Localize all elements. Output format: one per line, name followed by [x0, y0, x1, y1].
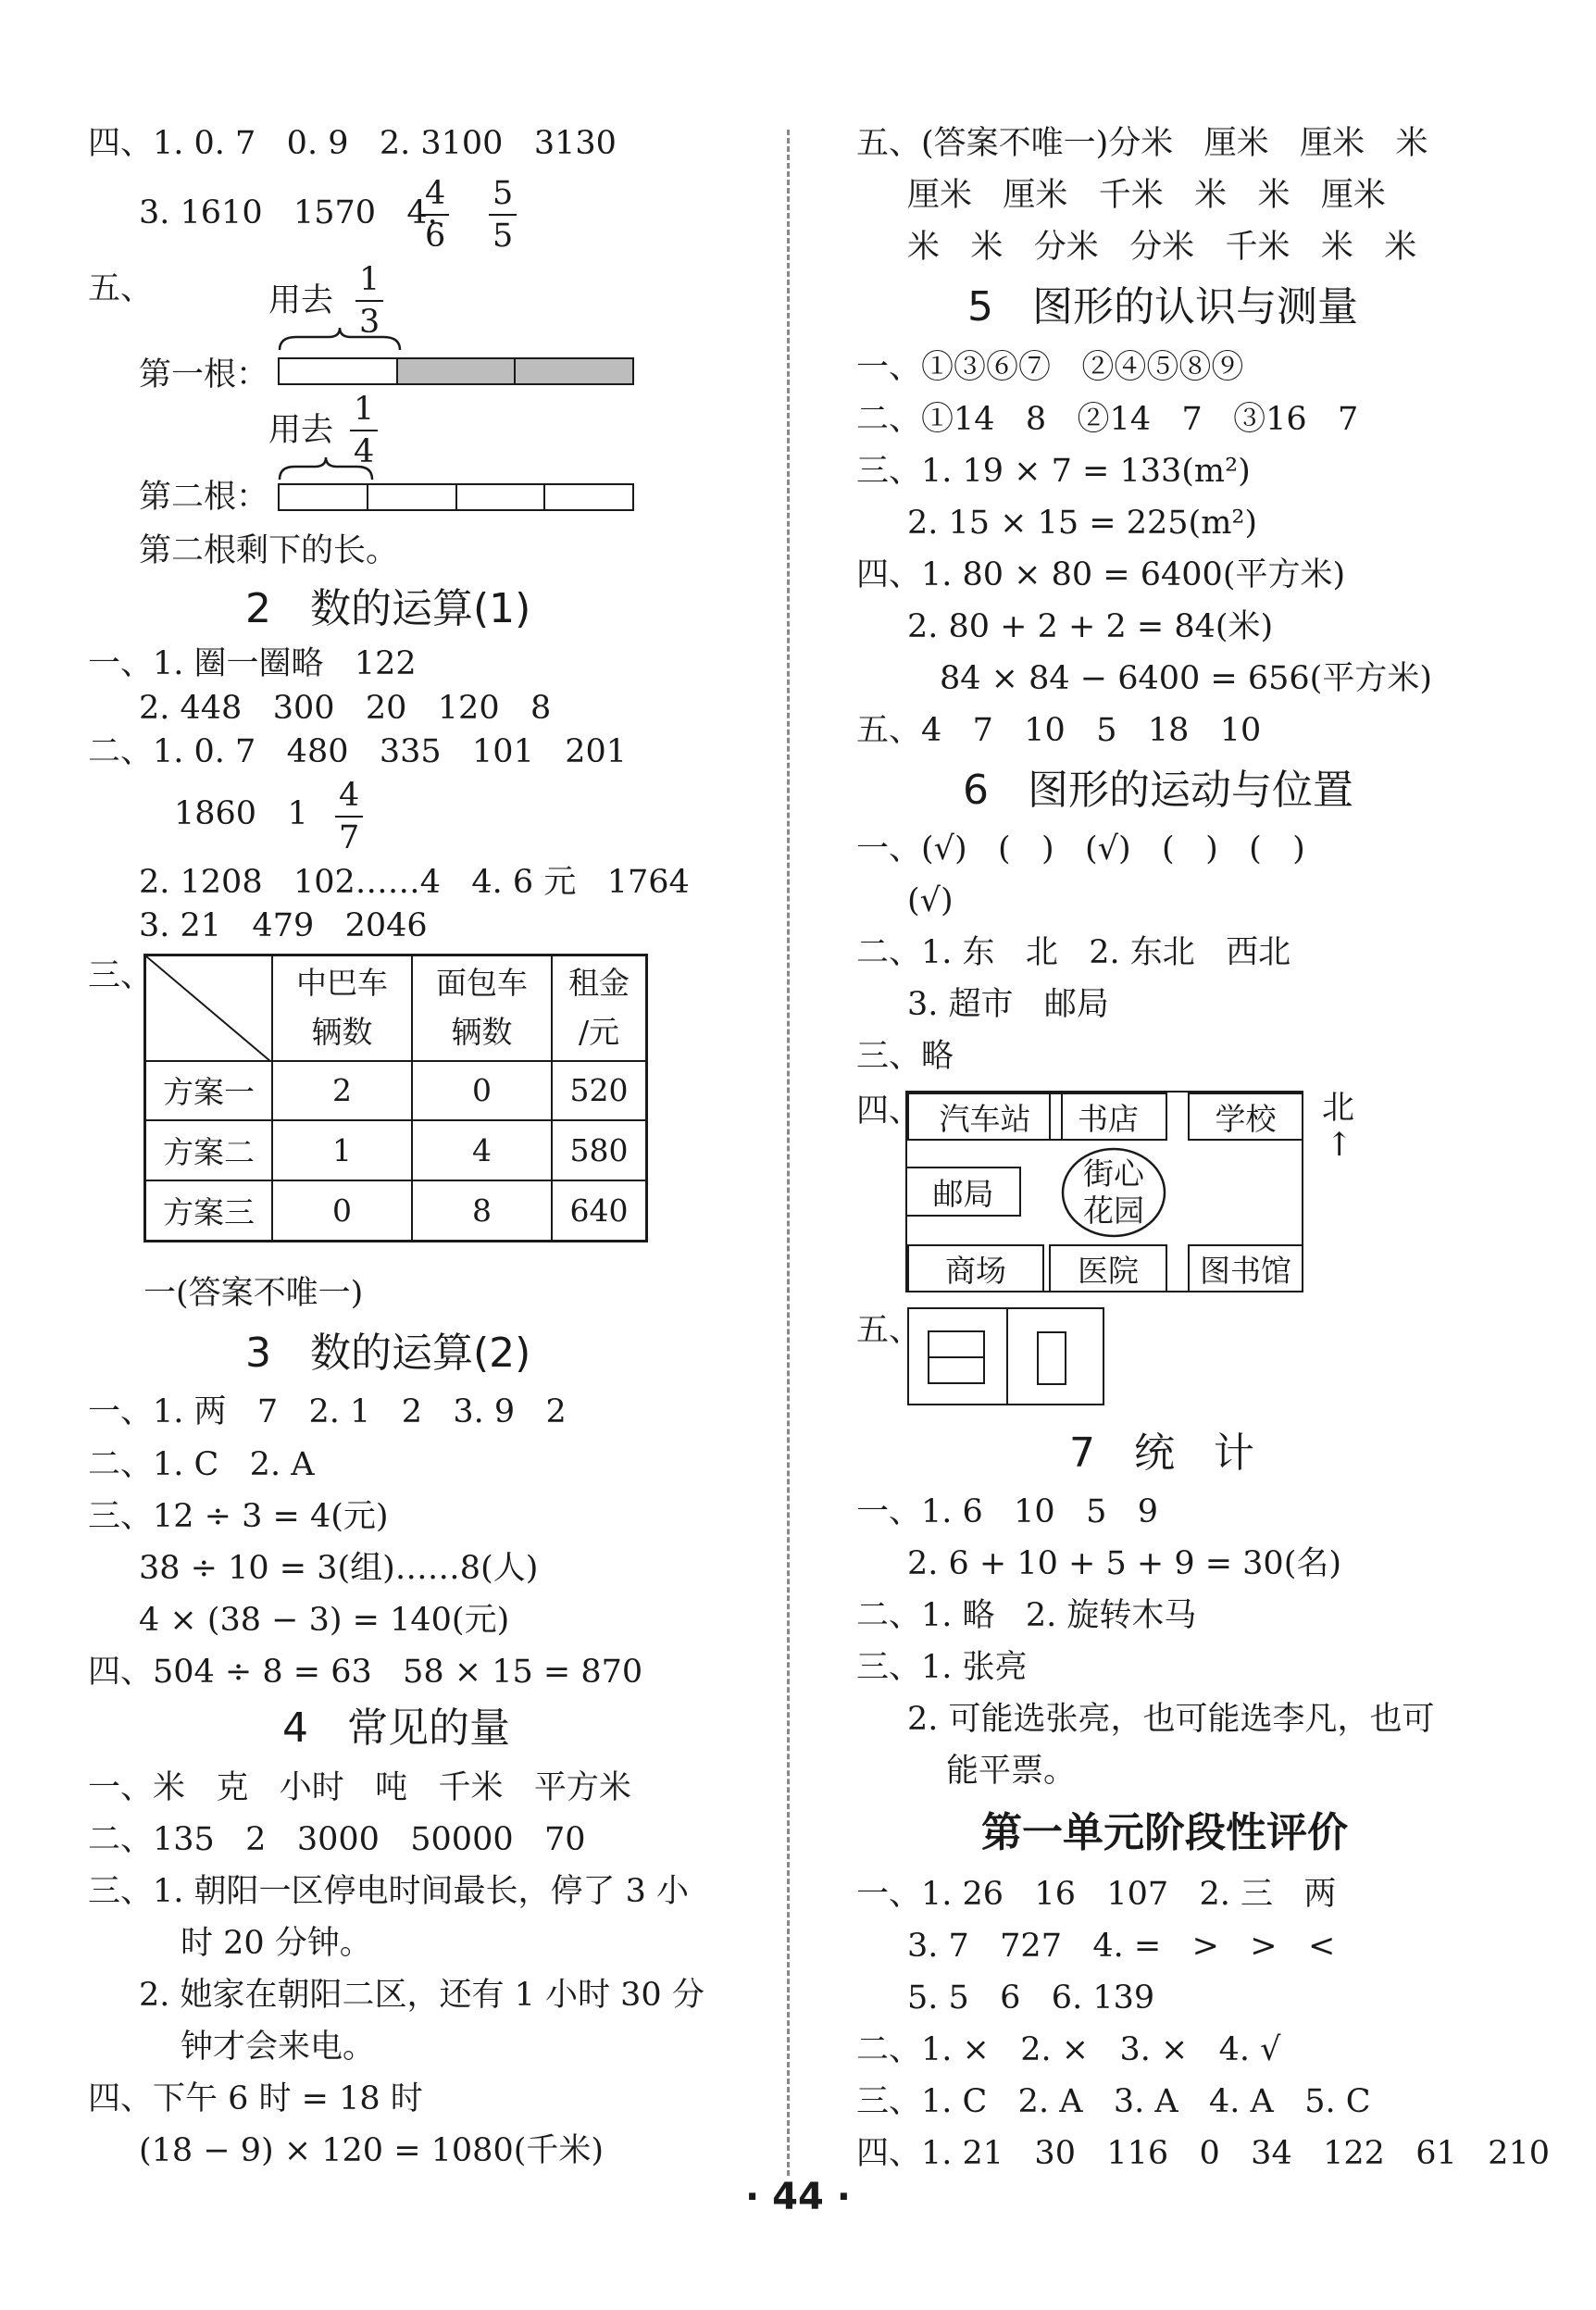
second-rope-note: 第二根剩下的长。	[139, 532, 399, 569]
e-line4: 二、1. × 2. × 3. × 4. √	[856, 2031, 1281, 2068]
section-7-title: 7 统 计	[1069, 1430, 1254, 1477]
s2-line2: 2. 448 300 20 120 8	[139, 690, 552, 727]
s6-line3: 二、1. 东 北 2. 东北 西北	[856, 934, 1291, 971]
r3: 米 米 分米 分米 千米 米 米	[907, 229, 1417, 266]
s5-line8: 五、4 7 10 5 18 10	[856, 712, 1262, 749]
s4-line5: 2. 她家在朝阳二区，还有 1 小时 30 分	[139, 1977, 704, 2014]
s5-line5: 四、1. 80 × 80 = 6400(平方米)	[856, 556, 1346, 593]
table-cell: 0	[412, 1061, 552, 1121]
s3-line3: 三、12 ÷ 3 = 4(元)	[88, 1498, 389, 1535]
s7-line5: 2. 可能选张亮，也可能选李凡，也可	[907, 1701, 1435, 1738]
header-van-count: 面包车 辆数	[412, 955, 552, 1061]
table-cell: 方案二	[145, 1120, 273, 1180]
l1: 四、1. 0. 7 0. 9 2. 3100 3130	[88, 125, 617, 162]
map-mall: 商场	[907, 1244, 1044, 1292]
diagonal-line	[146, 956, 271, 1062]
fraction-5-5: $\frac{5}{5}$	[489, 178, 517, 253]
s2-line4: 1860 1	[174, 795, 308, 832]
table-cell: 580	[552, 1120, 646, 1180]
section-4-title: 4 常见的量	[282, 1704, 510, 1752]
s5-line1: 一、①③⑥⑦ ②④⑤⑧⑨	[856, 349, 1244, 386]
header-bus-count: 中巴车 辆数	[272, 955, 412, 1061]
table-cell: 640	[552, 1180, 646, 1241]
s3-line2: 二、1. C 2. A	[88, 1446, 315, 1483]
s6-line7: 五、	[856, 1312, 922, 1349]
s2-line7: 三、	[88, 957, 154, 994]
s5-line3: 三、1. 19 × 7 = 133(m²)	[856, 453, 1251, 490]
shape-square	[928, 1330, 985, 1384]
map-hospital: 医院	[1049, 1244, 1167, 1292]
s5-line2: 二、①14 8 ②14 7 ③16 7	[856, 401, 1359, 438]
s3-line1: 一、1. 两 7 2. 1 2 3. 9 2	[88, 1393, 567, 1430]
e-line2: 3. 7 727 4. = > > <	[907, 1928, 1336, 1965]
s5-line7: 84 × 84 − 6400 = 656(平方米)	[940, 660, 1432, 697]
s3-line5: 4 × (38 − 3) = 140(元)	[139, 1602, 510, 1639]
first-rope-label: 第一根：	[139, 356, 269, 393]
s4-line3: 三、1. 朝阳一区停电时间最长，停了 3 小	[88, 1873, 690, 1910]
section-3-title: 3 数的运算(2)	[245, 1330, 531, 1377]
table-cell: 1	[272, 1120, 412, 1180]
table-cell: 方案三	[145, 1180, 273, 1241]
table-cell: 520	[552, 1061, 646, 1121]
brace-1	[278, 326, 403, 354]
park-line1: 街心	[1083, 1155, 1144, 1192]
s3-line6: 四、504 ÷ 8 = 63 58 × 15 = 870	[88, 1654, 643, 1691]
r1: 五、(答案不唯一)分米 厘米 厘米 米	[856, 125, 1428, 162]
s2-line3: 二、1. 0. 7 480 335 101 201	[88, 733, 628, 770]
map-school: 学校	[1188, 1093, 1303, 1141]
l2: 3. 1610 1570 4.	[139, 194, 438, 231]
s2-line1: 一、1. 圈一圈略 122	[88, 645, 417, 682]
s6-line6: 四、	[856, 1093, 922, 1130]
section-five-label: 五、	[88, 270, 154, 307]
map-post-office: 邮局	[905, 1167, 1021, 1217]
s5-line4: 2. 15 × 15 = 225(m²)	[907, 505, 1258, 542]
e-line5: 三、1. C 2. A 3. A 4. A 5. C	[856, 2083, 1371, 2120]
fraction-1-3: $\frac{1}{3}$	[355, 264, 383, 339]
table-row	[145, 1180, 647, 1241]
s4-line8: (18 − 9) × 120 = 1080(千米)	[139, 2132, 605, 2169]
e-line1: 一、1. 26 16 107 2. 三 两	[856, 1876, 1337, 1913]
s5-line6: 2. 80 + 2 + 2 = 84(米)	[907, 608, 1274, 645]
s6-line1: 一、(√) ( ) (√) ( ) ( )	[856, 830, 1305, 868]
s2-line5: 2. 1208 102……4 4. 6 元 1764	[139, 864, 690, 901]
fraction-4-7: $\frac{4}{7}$	[335, 780, 363, 855]
s7-line4: 三、1. 张亮	[856, 1649, 1028, 1686]
s4-line7: 四、下午 6 时 = 18 时	[88, 2080, 423, 2117]
s2-line8: 一(答案不唯一)	[143, 1275, 364, 1312]
table-cell: 8	[412, 1180, 552, 1241]
evaluation-title: 第一单元阶段性评价	[981, 1809, 1348, 1856]
map-library: 图书馆	[1188, 1244, 1303, 1292]
header-rent: 租金 /元	[552, 955, 646, 1061]
table-cell: 方案一	[145, 1061, 273, 1121]
s7-line2: 2. 6 + 10 + 5 + 9 = 30(名)	[907, 1545, 1342, 1582]
table-cell: 0	[272, 1180, 412, 1241]
table-row	[145, 1120, 647, 1180]
park-line2: 花园	[1083, 1192, 1144, 1229]
s6-line4: 3. 超市 邮局	[907, 986, 1109, 1023]
used-label-2: 用去	[268, 412, 334, 449]
column-divider	[787, 130, 790, 2176]
s4-line2: 二、135 2 3000 50000 70	[88, 1821, 586, 1858]
fraction-1-4: $\frac{1}{4}$	[350, 393, 378, 468]
s7-line3: 二、1. 略 2. 旋转木马	[856, 1597, 1197, 1634]
section-6-title: 6 图形的运动与位置	[963, 767, 1353, 814]
section-2-title: 2 数的运算(1)	[245, 585, 531, 632]
s7-line6: 能平票。	[946, 1753, 1077, 1790]
used-label-1: 用去	[268, 282, 334, 319]
north-arrow-icon: ↑	[1326, 1127, 1353, 1164]
brace-2	[278, 456, 375, 483]
s6-line5: 三、略	[856, 1038, 954, 1075]
fraction-4-6: $\frac{4}{6}$	[421, 178, 449, 253]
table-cell: 4	[412, 1120, 552, 1180]
page-number: · 44 ·	[745, 2176, 851, 2218]
s4-line1: 一、米 克 小时 吨 千米 平方米	[88, 1769, 631, 1806]
e-line6: 四、1. 21 30 116 0 34 122 61 210	[856, 2135, 1550, 2172]
shape-divider	[1006, 1309, 1008, 1404]
e-line3: 5. 5 6 6. 139	[907, 1979, 1155, 2017]
table-cell: 2	[272, 1061, 412, 1121]
first-rope-bar	[278, 357, 634, 385]
r2: 厘米 厘米 千米 米 米 厘米	[907, 177, 1386, 214]
map-bus-station: 汽车站	[907, 1093, 1063, 1141]
s4-line4: 时 20 分钟。	[181, 1925, 372, 1962]
shape-frame	[907, 1307, 1104, 1405]
map-park-area	[1049, 1146, 1178, 1239]
table-row	[145, 1061, 647, 1121]
rental-plan-table	[143, 954, 648, 1242]
s4-line6: 钟才会来电。	[181, 2029, 376, 2066]
map-bookstore: 书店	[1049, 1093, 1167, 1141]
north-label: 北	[1322, 1090, 1355, 1127]
second-rope-label: 第二根：	[139, 479, 269, 516]
s3-line4: 38 ÷ 10 = 3(组)……8(人)	[139, 1550, 539, 1587]
second-rope-bar	[278, 483, 634, 511]
s2-line6: 3. 21 479 2046	[139, 907, 428, 944]
diagonal-header-cell	[145, 955, 273, 1061]
s7-line1: 一、1. 6 10 5 9	[856, 1493, 1158, 1530]
shape-rectangle	[1037, 1331, 1066, 1385]
s6-line2: (√)	[907, 882, 954, 919]
section-5-title: 5 图形的认识与测量	[967, 283, 1358, 331]
